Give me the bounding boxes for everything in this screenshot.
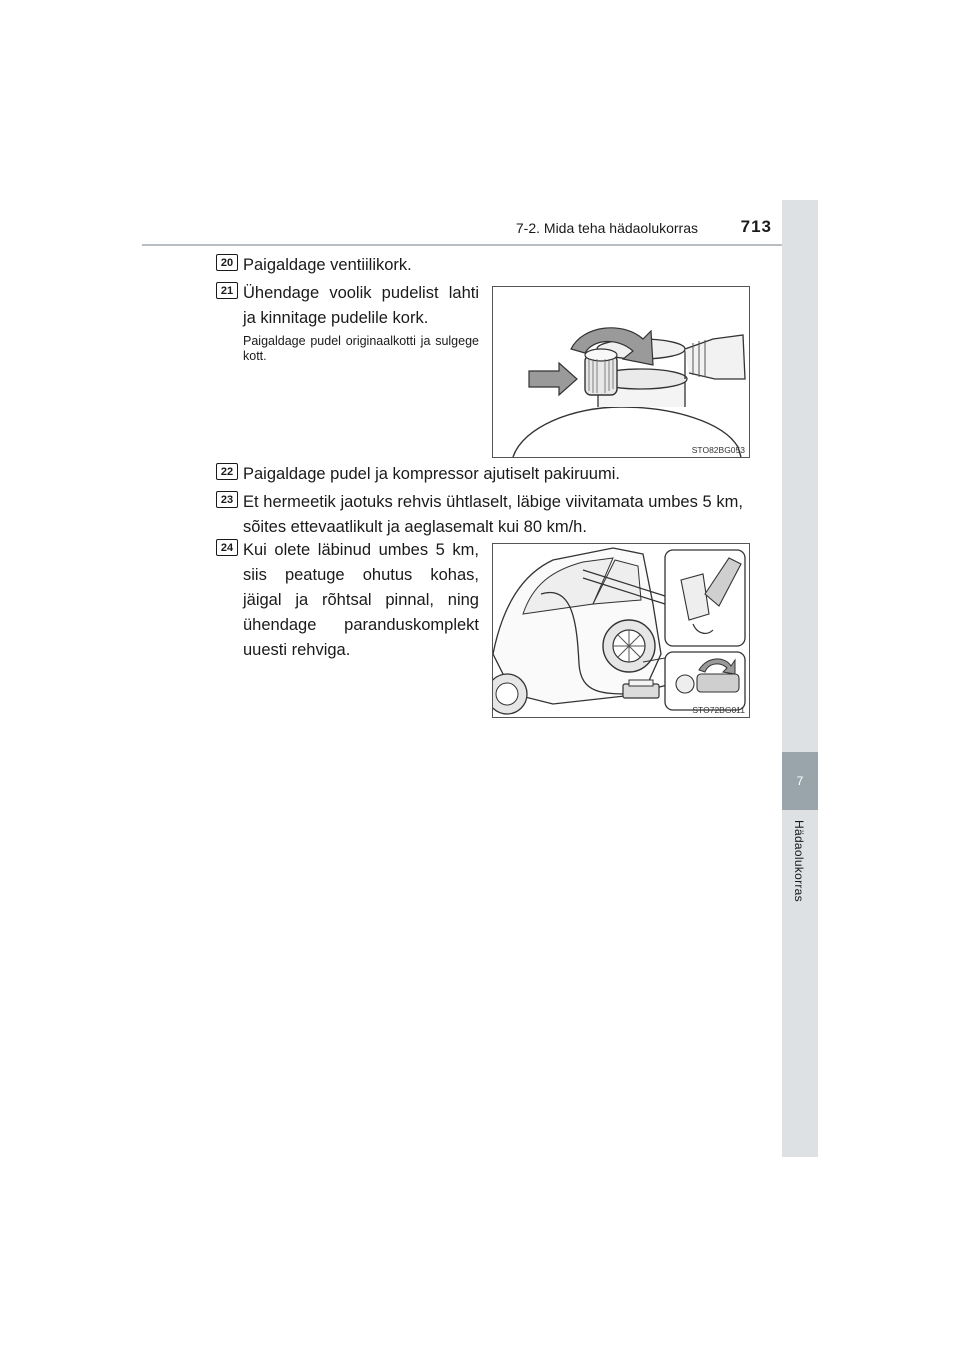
step-23-text: Et hermeetik jaotuks rehvis ühtlaselt, läbige viivitamata umbes 5 km, sõites ettevaatlikult ja aeglasemalt kui 80 km/h. <box>243 493 743 536</box>
section-title: 7-2. Mida teha hädaolukorras <box>515 220 698 236</box>
step-21-text-line2: ja kinnitage pudelile kork. <box>243 309 429 327</box>
figure-1-code: STO82BG053 <box>691 445 745 455</box>
step-badge-21: 21 <box>216 282 238 299</box>
step-22-text: Paigaldage pudel ja kompressor ajutiselt pakiruumi. <box>243 465 620 483</box>
chapter-label: Hädaolukorras <box>792 820 806 902</box>
step-21-text-line1: Ühendage voolik pudelist lahti <box>243 284 479 302</box>
chapter-number: 7 <box>796 774 804 788</box>
step-badge-24: 24 <box>216 539 238 556</box>
figure-bottle-cap <box>492 286 750 458</box>
step-20-text: Paigaldage ventiilikork. <box>243 256 412 274</box>
step-24-text: Kui olete läbinud umbes 5 km, siis peatuge ohutus kohas, jäigal ja rõhtsal pinnal, ning ühendage paranduskomplekt uuesti rehviga. <box>243 541 479 659</box>
chapter-label-container <box>782 820 818 920</box>
header-rule <box>142 244 818 246</box>
step-badge-20: 20 <box>216 254 238 271</box>
figure-2-code: STO72BG011 <box>692 705 745 715</box>
chapter-side-strip <box>782 200 818 1157</box>
step-badge-22: 22 <box>216 463 238 480</box>
chapter-tab[interactable] <box>782 752 818 810</box>
car-repair-illustration <box>493 544 749 717</box>
bottle-cap-illustration <box>493 287 749 457</box>
figure-car-repair-kit <box>492 543 750 718</box>
step-21-note: Paigaldage pudel originaalkotti ja sulgege kott. <box>243 334 479 363</box>
page-number: 713 <box>740 217 772 236</box>
step-badge-23: 23 <box>216 491 238 508</box>
